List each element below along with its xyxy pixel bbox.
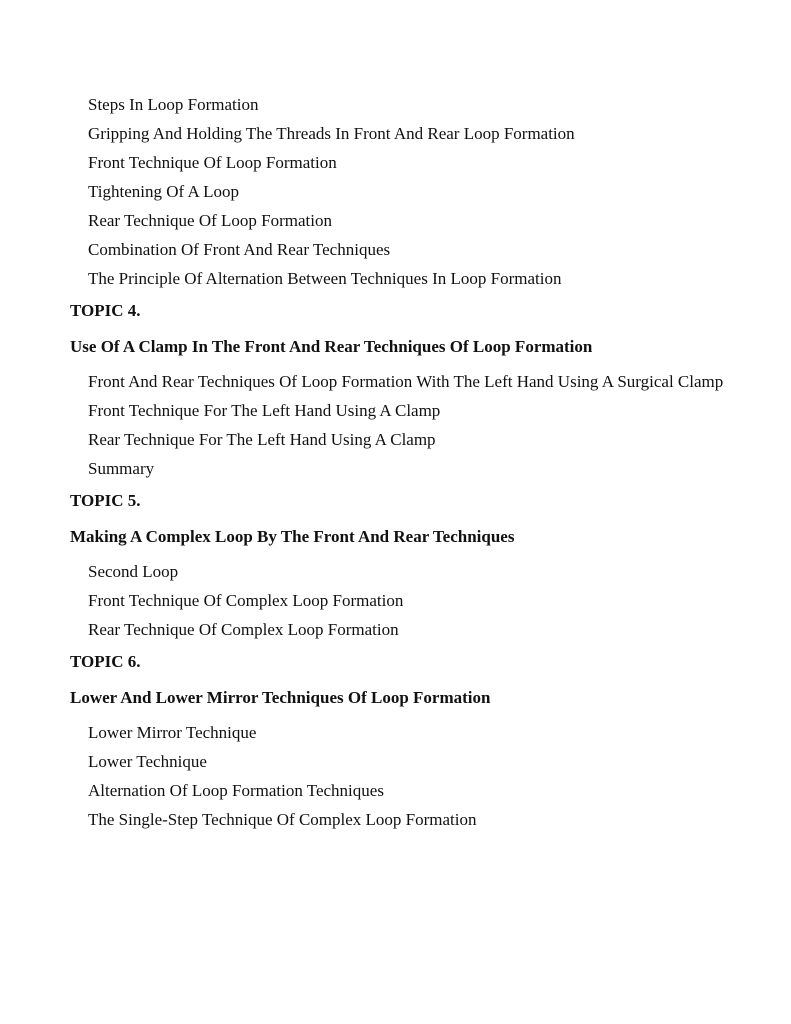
toc-entry: Combination Of Front And Rear Techniques <box>88 240 391 259</box>
toc-entry: Front Technique For The Left Hand Using A Clamp <box>88 401 441 420</box>
toc-entry: Front And Rear Techniques Of Loop Formation With The Left Hand Using A Surgical Clamp <box>88 372 724 391</box>
toc-entry: Gripping And Holding The Threads In Front And Rear Loop Formation <box>88 124 575 143</box>
toc-entry: Lower Technique <box>88 752 207 771</box>
toc-entry: Lower Mirror Technique <box>88 723 257 742</box>
toc-entry: Rear Technique Of Loop Formation <box>88 211 332 230</box>
toc-entry: The Principle Of Alternation Between Techniques In Loop Formation <box>88 269 562 288</box>
topic-label: TOPIC 6. <box>70 652 141 671</box>
toc-entry: Summary <box>88 459 155 478</box>
topic-title: Use Of A Clamp In The Front And Rear Techniques Of Loop Formation <box>70 337 593 356</box>
toc-entry: Steps In Loop Formation <box>88 95 259 114</box>
toc-entry: Tightening Of A Loop <box>88 182 239 201</box>
toc-entry: Rear Technique Of Complex Loop Formation <box>88 620 399 639</box>
toc-entry: Front Technique Of Loop Formation <box>88 153 337 172</box>
topic-label: TOPIC 4. <box>70 301 141 320</box>
toc-entry: The Single-Step Technique Of Complex Loop Formation <box>88 810 477 829</box>
toc-entry: Front Technique Of Complex Loop Formation <box>88 591 404 610</box>
table-of-contents <box>70 93 735 837</box>
toc-entry: Rear Technique For The Left Hand Using A Clamp <box>88 430 436 449</box>
topic-label: TOPIC 5. <box>70 491 141 510</box>
topic-title: Making A Complex Loop By The Front And Rear Techniques <box>70 527 515 546</box>
toc-entry: Second Loop <box>88 562 179 581</box>
topic-title: Lower And Lower Mirror Techniques Of Loop Formation <box>70 688 491 707</box>
toc-entry: Alternation Of Loop Formation Techniques <box>88 781 384 800</box>
